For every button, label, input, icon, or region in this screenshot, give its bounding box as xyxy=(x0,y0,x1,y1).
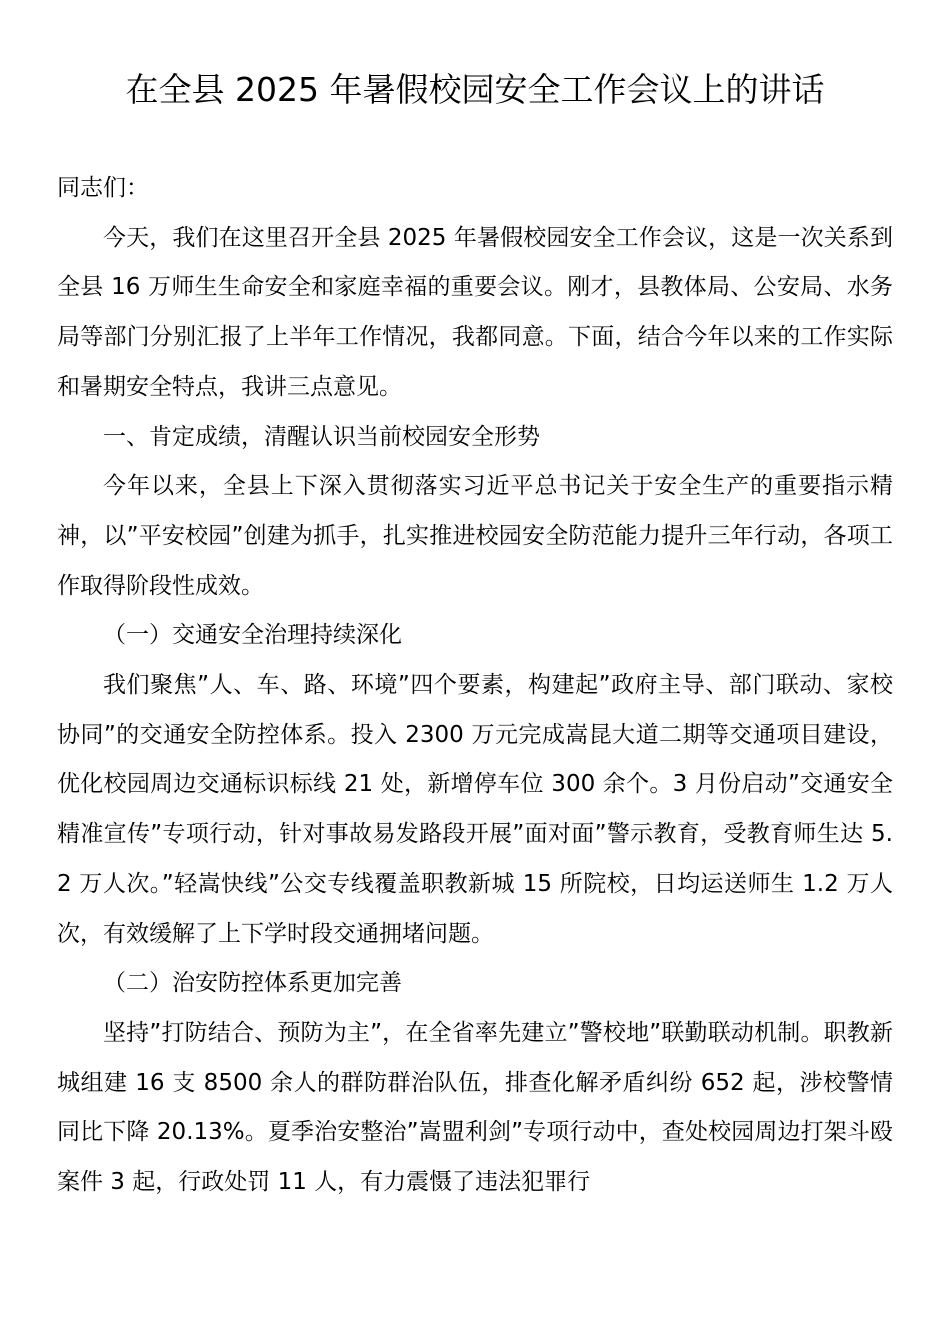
subsection-heading-2: （二）治安防控体系更加完善 xyxy=(103,970,402,997)
paragraph-public-security: 坚持”打防结合、预防为主”，在全省率先建立”警校地”联勤联动机制。职教新城组建 16 支 8500 余人的群防群治队伍，排查化解矛盾纠纷 652 起，涉校警情同比下降 20.13%。夏季治安整治”嵩盟利剑”专项行动中，查处校园周边打架斗殴案件 3 起，行政处罚 11 人，有力震慑了违法犯罪行 xyxy=(57,1019,893,1196)
paragraph-opening: 今天，我们在这里召开全县 2025 年暑假校园安全工作会议，这是一次关系到全县 16 万师生生命安全和家庭幸福的重要会议。刚才，县教体局、公安局、水务局等部门分别汇报了上半年工作情况，我都同意。下面，结合今年以来的工作实际和暑期安全特点，我讲三点意见。 xyxy=(57,224,893,400)
document-title: 在全县 2025 年暑假校园安全工作会议上的讲话 xyxy=(125,70,825,109)
paragraph-traffic-safety: 我们聚焦”人、车、路、环境”四个要素，构建起”政府主导、部门联动、家校协同”的交通安全防控体系。投入 2300 万元完成嵩昆大道二期等交通项目建设，优化校园周边交通标识标线 21 处，新增停车位 300 余个。3 月份启动”交通安全精准宣传”专项行动，针对事故易发路段开展”面对面”警示教育，受教育师生达 5.2 万人次。”轻嵩快线”公交专线覆盖职教新城 15 所院校，日均运送师生 1.2 万人次，有效缓解了上下学时段交通拥堵问题。 xyxy=(57,672,893,947)
section-heading-1: 一、肯定成绩，清醒认识当前校园安全形势 xyxy=(103,423,540,450)
subsection-heading-1: （一）交通安全治理持续深化 xyxy=(103,622,402,649)
paragraph-achievements: 今年以来，全县上下深入贯彻落实习近平总书记关于安全生产的重要指示精神，以”平安校园”创建为抓手，扎实推进校园安全防范能力提升三年行动，各项工作取得阶段性成效。 xyxy=(57,473,893,599)
salutation: 同志们： xyxy=(57,175,149,201)
document-body xyxy=(57,164,893,1208)
